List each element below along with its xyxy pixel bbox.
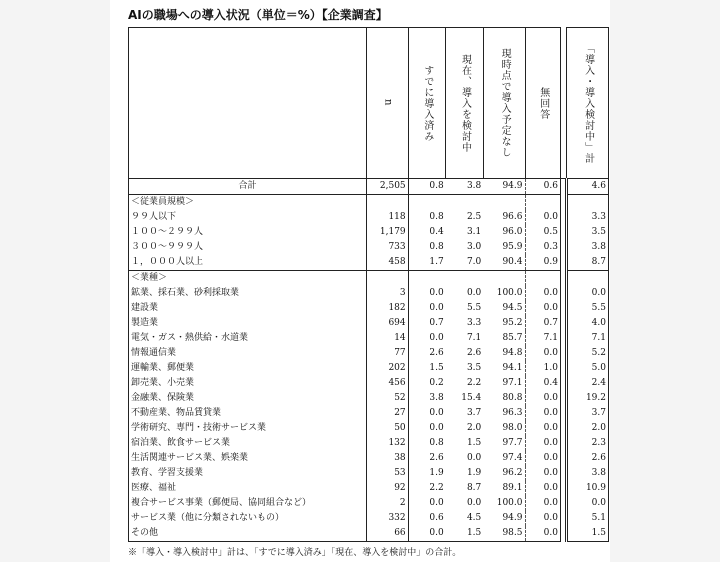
table-row bbox=[129, 286, 609, 301]
cell-already: 0.0 bbox=[429, 303, 444, 313]
cell-no-plan: 94.8 bbox=[483, 346, 525, 361]
cell-no-plan bbox=[483, 195, 525, 211]
cell-already: 0.8 bbox=[408, 179, 446, 195]
cell-considering: 5.5 bbox=[466, 303, 482, 313]
cell-n: 38 bbox=[366, 451, 408, 466]
cell-total: 19.2 bbox=[567, 391, 609, 406]
header-n: n bbox=[366, 28, 408, 179]
cell-considering: 2.0 bbox=[466, 423, 482, 433]
table-row bbox=[129, 406, 609, 421]
cell-already: 2.2 bbox=[429, 483, 444, 493]
cell-total: 5.1 bbox=[567, 511, 609, 526]
cell-already: 0.8 bbox=[429, 242, 444, 252]
cell-no-plan: 96.2 bbox=[483, 466, 525, 481]
cell-no-answer: 0.0 bbox=[525, 466, 560, 481]
cell-total: 3.7 bbox=[567, 406, 609, 421]
cell-already: 0.4 bbox=[429, 227, 444, 237]
row-label: 医療、福祉 bbox=[129, 481, 367, 496]
row-label: ＜従業員規模＞ bbox=[129, 195, 367, 211]
cell-already: 0.0 bbox=[429, 408, 444, 418]
cell-no-plan: 97.4 bbox=[483, 451, 525, 466]
cell-n: 2 bbox=[366, 496, 408, 511]
cell-no-answer: 0.0 bbox=[525, 406, 560, 421]
cell-no-plan: 100.0 bbox=[483, 496, 525, 511]
table-row bbox=[129, 316, 609, 331]
page-title: AIの職場への導入状況（単位＝%）【企業調査】 bbox=[128, 8, 388, 22]
cell-considering: 2.2 bbox=[466, 378, 482, 388]
footnote: ※「導入・導入検討中」計は、「すでに導入済み」「現在、導入を検討中」の合計。 bbox=[128, 548, 462, 558]
total-row bbox=[129, 179, 609, 195]
cell-considering: 3.5 bbox=[466, 363, 482, 373]
cell-no-answer: 0.0 bbox=[525, 451, 560, 466]
cell-total bbox=[567, 195, 609, 211]
row-label: ９９人以下 bbox=[129, 210, 367, 225]
cell-no-answer: 0.0 bbox=[525, 436, 560, 451]
cell-already: 0.8 bbox=[429, 438, 444, 448]
cell-total: 0.0 bbox=[567, 496, 609, 511]
cell-n bbox=[366, 195, 408, 211]
row-label: 金融業、保険業 bbox=[129, 391, 367, 406]
cell-n bbox=[366, 271, 408, 287]
header-total: 「導入・導入検討中」計 bbox=[567, 28, 609, 179]
cell-no-answer: 0.5 bbox=[525, 225, 560, 240]
row-label: ＜業種＞ bbox=[129, 271, 367, 287]
header-considering: 現在、導入を検討中 bbox=[446, 28, 484, 179]
cell-no-plan: 80.8 bbox=[483, 391, 525, 406]
table-row bbox=[129, 391, 609, 406]
cell-considering: 8.7 bbox=[466, 483, 482, 493]
row-label: 情報通信業 bbox=[129, 346, 367, 361]
cell-n: 14 bbox=[366, 331, 408, 346]
cell-no-plan: 90.4 bbox=[483, 255, 525, 271]
cell-n: 132 bbox=[366, 436, 408, 451]
cell-n: 733 bbox=[366, 240, 408, 255]
cell-n: 202 bbox=[366, 361, 408, 376]
cell-n: 3 bbox=[366, 286, 408, 301]
row-label: 学術研究、専門・技術サービス業 bbox=[129, 421, 367, 436]
cell-no-plan: 98.0 bbox=[483, 421, 525, 436]
cell-considering: 3.1 bbox=[466, 227, 482, 237]
table-row bbox=[129, 466, 609, 481]
cell-total: 4.0 bbox=[567, 316, 609, 331]
table-row bbox=[129, 496, 609, 511]
cell-no-answer: 0.3 bbox=[525, 240, 560, 255]
cell-considering bbox=[446, 271, 484, 287]
cell-already: 2.6 bbox=[429, 453, 444, 463]
row-label: その他 bbox=[129, 526, 367, 542]
survey-table bbox=[128, 27, 609, 542]
cell-n: 694 bbox=[366, 316, 408, 331]
cell-considering: 0.0 bbox=[466, 288, 482, 298]
row-label: 運輸業、郵便業 bbox=[129, 361, 367, 376]
group-header-row bbox=[129, 195, 609, 211]
table-row bbox=[129, 225, 609, 240]
cell-no-plan: 95.9 bbox=[483, 240, 525, 255]
cell-no-answer: 0.0 bbox=[525, 301, 560, 316]
cell-total: 5.5 bbox=[567, 301, 609, 316]
row-label: 建設業 bbox=[129, 301, 367, 316]
cell-total: 2.3 bbox=[567, 436, 609, 451]
cell-already: 0.2 bbox=[429, 378, 444, 388]
cell-already: 0.0 bbox=[429, 288, 444, 298]
cell-already: 0.0 bbox=[429, 498, 444, 508]
cell-n: 182 bbox=[366, 301, 408, 316]
cell-no-answer: 0.0 bbox=[525, 481, 560, 496]
cell-n: 118 bbox=[366, 210, 408, 225]
cell-no-plan: 89.1 bbox=[483, 481, 525, 496]
cell-no-answer: 0.9 bbox=[525, 255, 560, 271]
table-row bbox=[129, 526, 609, 542]
cell-considering: 0.0 bbox=[466, 498, 482, 508]
table-row bbox=[129, 361, 609, 376]
cell-total: 10.9 bbox=[567, 481, 609, 496]
cell-no-answer: 0.4 bbox=[525, 376, 560, 391]
cell-no-answer bbox=[525, 195, 560, 211]
table-row bbox=[129, 301, 609, 316]
header-already: すでに導入済み bbox=[408, 28, 446, 179]
cell-already: 1.5 bbox=[429, 363, 444, 373]
cell-total: 3.3 bbox=[567, 210, 609, 225]
cell-already: 3.8 bbox=[429, 393, 444, 403]
cell-total: 5.2 bbox=[567, 346, 609, 361]
cell-considering: 3.3 bbox=[466, 318, 482, 328]
table-body bbox=[129, 179, 609, 542]
cell-already bbox=[408, 271, 446, 287]
cell-considering bbox=[446, 195, 484, 211]
cell-n: 1,179 bbox=[366, 225, 408, 240]
cell-no-plan: 94.5 bbox=[483, 301, 525, 316]
cell-no-answer: 0.6 bbox=[525, 179, 560, 195]
cell-total: 8.7 bbox=[567, 255, 609, 271]
cell-considering: 2.5 bbox=[466, 212, 482, 222]
cell-total: 7.1 bbox=[567, 331, 609, 346]
row-label: 教育、学習支援業 bbox=[129, 466, 367, 481]
cell-no-answer: 0.0 bbox=[525, 496, 560, 511]
cell-total: 2.6 bbox=[567, 451, 609, 466]
header-row bbox=[129, 28, 609, 179]
table-row bbox=[129, 421, 609, 436]
cell-already: 0.8 bbox=[429, 212, 444, 222]
cell-already: 2.6 bbox=[429, 348, 444, 358]
cell-n: 92 bbox=[366, 481, 408, 496]
row-label: サービス業（他に分類されないもの） bbox=[129, 511, 367, 526]
cell-already: 0.6 bbox=[429, 513, 444, 523]
cell-considering: 0.0 bbox=[466, 453, 482, 463]
table-row bbox=[129, 436, 609, 451]
cell-no-answer: 7.1 bbox=[525, 331, 560, 346]
table-row bbox=[129, 240, 609, 255]
cell-total: 2.0 bbox=[567, 421, 609, 436]
cell-no-plan: 94.9 bbox=[483, 179, 525, 195]
cell-n: 456 bbox=[366, 376, 408, 391]
row-label: 複合サービス事業（郵便局、協同組合など） bbox=[129, 496, 367, 511]
row-label: 電気・ガス・熱供給・水道業 bbox=[129, 331, 367, 346]
cell-considering: 7.0 bbox=[466, 257, 482, 267]
cell-no-plan: 97.7 bbox=[483, 436, 525, 451]
cell-total: 1.5 bbox=[567, 526, 609, 542]
row-label: 合計 bbox=[129, 179, 367, 195]
cell-n: 458 bbox=[366, 255, 408, 271]
cell-already: 0.0 bbox=[408, 526, 446, 542]
row-label: 卸売業、小売業 bbox=[129, 376, 367, 391]
row-label: １，０００人以上 bbox=[129, 255, 367, 271]
table-row bbox=[129, 511, 609, 526]
cell-no-plan: 96.0 bbox=[483, 225, 525, 240]
row-label: 宿泊業、飲食サービス業 bbox=[129, 436, 367, 451]
cell-considering: 4.5 bbox=[466, 513, 482, 523]
header-no-answer: 無回答 bbox=[525, 28, 560, 179]
cell-considering: 2.6 bbox=[466, 348, 482, 358]
cell-no-plan: 94.1 bbox=[483, 361, 525, 376]
cell-no-plan: 94.9 bbox=[483, 511, 525, 526]
cell-no-answer: 0.0 bbox=[525, 511, 560, 526]
table-row bbox=[129, 451, 609, 466]
cell-total: 3.8 bbox=[567, 240, 609, 255]
cell-already: 1.7 bbox=[429, 257, 444, 267]
cell-no-plan: 85.7 bbox=[483, 331, 525, 346]
row-label: 鉱業、採石業、砂利採取業 bbox=[129, 286, 367, 301]
row-label: 不動産業、物品賃貸業 bbox=[129, 406, 367, 421]
group-header-row bbox=[129, 271, 609, 287]
cell-n: 52 bbox=[366, 391, 408, 406]
cell-total: 4.6 bbox=[567, 179, 609, 195]
cell-n: 27 bbox=[366, 406, 408, 421]
cell-no-plan: 96.6 bbox=[483, 210, 525, 225]
cell-n: 50 bbox=[366, 421, 408, 436]
header-label-cell bbox=[129, 28, 367, 179]
cell-considering: 15.4 bbox=[461, 393, 482, 403]
cell-considering: 3.0 bbox=[466, 242, 482, 252]
cell-no-answer: 0.0 bbox=[525, 346, 560, 361]
cell-already: 0.0 bbox=[429, 423, 444, 433]
cell-no-plan: 98.5 bbox=[483, 526, 525, 542]
row-label: 生活関連サービス業、娯楽業 bbox=[129, 451, 367, 466]
cell-considering: 1.5 bbox=[466, 438, 482, 448]
cell-no-answer: 0.0 bbox=[525, 421, 560, 436]
header-no-plan: 現時点で導入予定なし bbox=[483, 28, 525, 179]
cell-no-answer bbox=[525, 271, 560, 287]
cell-no-plan bbox=[483, 271, 525, 287]
cell-total: 3.8 bbox=[567, 466, 609, 481]
table-row bbox=[129, 346, 609, 361]
cell-considering: 3.7 bbox=[466, 408, 482, 418]
cell-considering: 1.5 bbox=[446, 526, 484, 542]
table-row bbox=[129, 255, 609, 271]
cell-total: 5.0 bbox=[567, 361, 609, 376]
cell-already: 0.7 bbox=[429, 318, 444, 328]
cell-no-plan: 97.1 bbox=[483, 376, 525, 391]
cell-no-answer: 0.0 bbox=[525, 286, 560, 301]
cell-no-answer: 0.7 bbox=[525, 316, 560, 331]
cell-total: 0.0 bbox=[567, 286, 609, 301]
cell-n: 53 bbox=[366, 466, 408, 481]
cell-considering: 1.9 bbox=[466, 468, 482, 478]
cell-n: 77 bbox=[366, 346, 408, 361]
cell-n: 332 bbox=[366, 511, 408, 526]
cell-considering: 7.1 bbox=[466, 333, 482, 343]
cell-already bbox=[408, 195, 446, 211]
cell-total: 2.4 bbox=[567, 376, 609, 391]
cell-n: 66 bbox=[366, 526, 408, 542]
cell-no-plan: 96.3 bbox=[483, 406, 525, 421]
cell-considering: 3.8 bbox=[446, 179, 484, 195]
row-label: 製造業 bbox=[129, 316, 367, 331]
cell-no-answer: 1.0 bbox=[525, 361, 560, 376]
table-row bbox=[129, 376, 609, 391]
table-row bbox=[129, 481, 609, 496]
row-label: １００～２９９人 bbox=[129, 225, 367, 240]
cell-n: 2,505 bbox=[366, 179, 408, 195]
table-row bbox=[129, 210, 609, 225]
row-label: ３００～９９９人 bbox=[129, 240, 367, 255]
cell-no-plan: 95.2 bbox=[483, 316, 525, 331]
cell-total: 3.5 bbox=[567, 225, 609, 240]
cell-already: 0.0 bbox=[429, 333, 444, 343]
table-row bbox=[129, 331, 609, 346]
cell-already: 1.9 bbox=[429, 468, 444, 478]
cell-no-answer: 0.0 bbox=[525, 391, 560, 406]
cell-no-answer: 0.0 bbox=[525, 210, 560, 225]
cell-no-answer: 0.0 bbox=[525, 526, 560, 542]
cell-total bbox=[567, 271, 609, 287]
cell-no-plan: 100.0 bbox=[483, 286, 525, 301]
